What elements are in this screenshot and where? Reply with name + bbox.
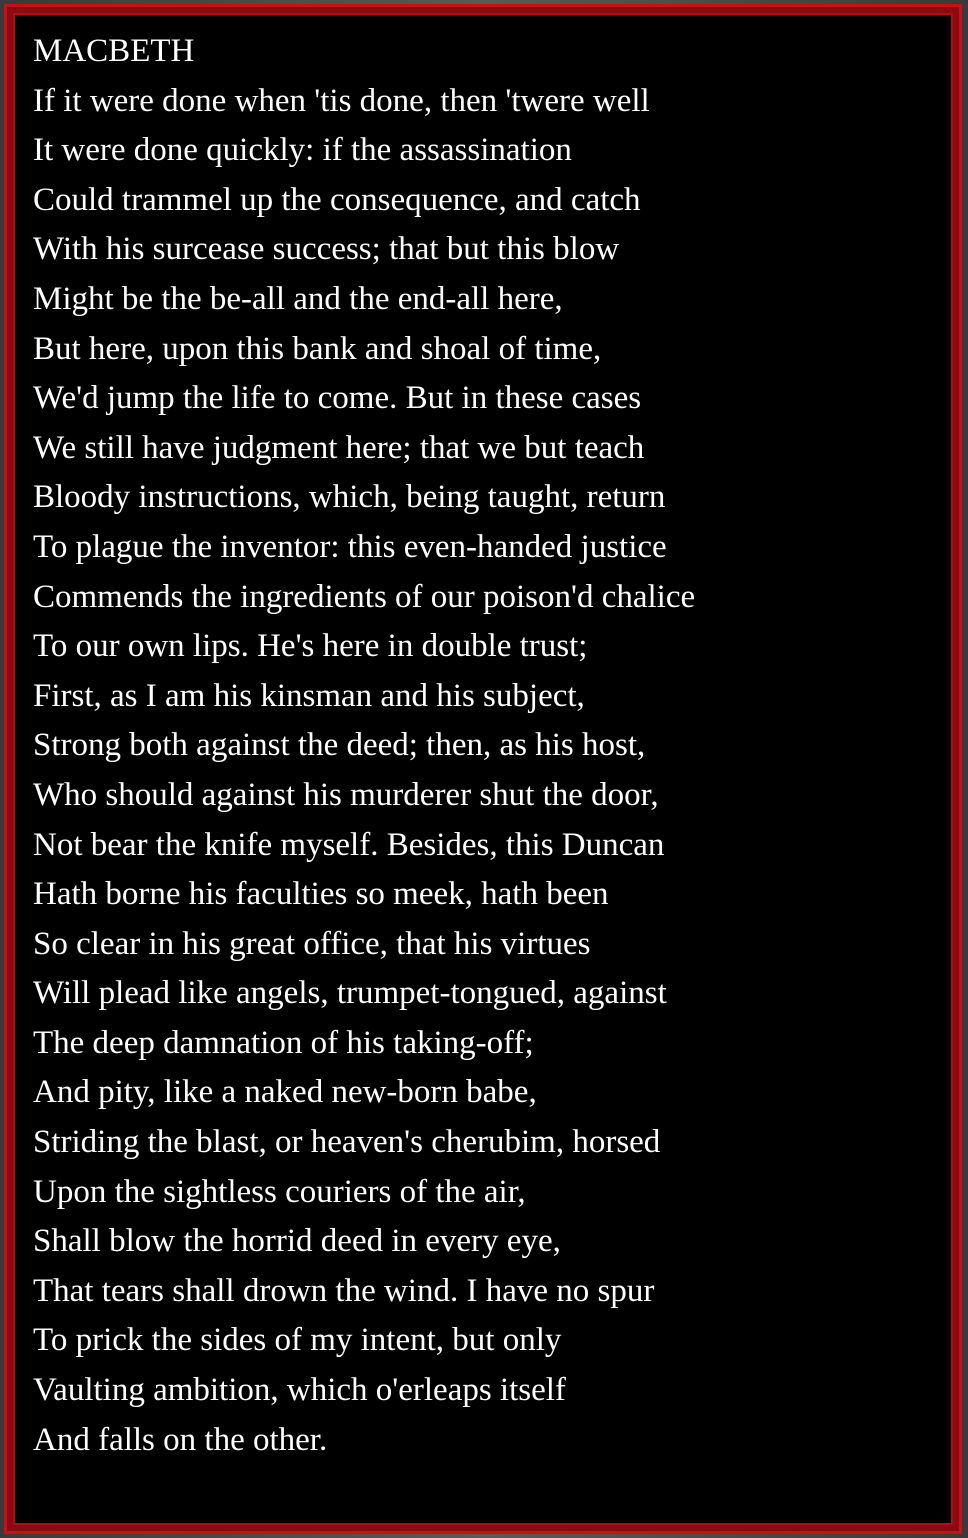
verse-line: Might be the be-all and the end-all here,	[33, 280, 563, 317]
verse-line: Strong both against the deed; then, as his host,	[33, 727, 646, 764]
verse-line: Not bear the knife myself. Besides, this Duncan	[33, 826, 665, 863]
verse-line: First, as I am his kinsman and his subject,	[33, 677, 585, 714]
verse-line: Upon the sightless couriers of the air,	[33, 1173, 526, 1210]
verse-line: Commends the ingredients of our poison'd chalice	[33, 578, 696, 615]
verse-line: So clear in his great office, that his virtues	[33, 925, 591, 962]
speaker-name: MACBETH	[33, 33, 195, 69]
verse-line: But here, upon this bank and shoal of time,	[33, 330, 602, 367]
verse-line: Will plead like angels, trumpet-tongued, against	[33, 975, 667, 1012]
red-frame	[4, 4, 962, 1534]
text-panel	[13, 13, 953, 1525]
verse-line: Bloody instructions, which, being taught, return	[33, 479, 666, 516]
verse-line: To our own lips. He's here in double trust;	[33, 628, 588, 665]
verse-line: The deep damnation of his taking-off;	[33, 1024, 534, 1061]
verse-line: We'd jump the life to come. But in these cases	[33, 380, 642, 417]
verse-line: Striding the blast, or heaven's cherubim, horsed	[33, 1124, 661, 1161]
verse-line: It were done quickly: if the assassination	[33, 132, 572, 169]
verse-line: And falls on the other.	[33, 1421, 328, 1458]
verse-line: And pity, like a naked new-born babe,	[33, 1074, 537, 1111]
verse-line: That tears shall drown the wind. I have no spur	[33, 1272, 655, 1309]
verse-line: Vaulting ambition, which o'erleaps itself	[33, 1372, 566, 1409]
verse-line: If it were done when 'tis done, then 'twere well	[33, 82, 650, 119]
verse-line: Hath borne his faculties so meek, hath been	[33, 876, 609, 913]
verse-line: To prick the sides of my intent, but only	[33, 1322, 562, 1359]
verse-line: Shall blow the horrid deed in every eye,	[33, 1223, 561, 1260]
verse-line: With his surcease success; that but this blow	[33, 231, 620, 268]
verse-line: We still have judgment here; that we but teach	[33, 429, 645, 466]
verse-line: Could trammel up the consequence, and catch	[33, 181, 641, 218]
verse-line: Who should against his murderer shut the door,	[33, 776, 659, 813]
verse	[33, 77, 951, 1466]
verse-line: To plague the inventor: this even-handed justice	[33, 528, 667, 565]
